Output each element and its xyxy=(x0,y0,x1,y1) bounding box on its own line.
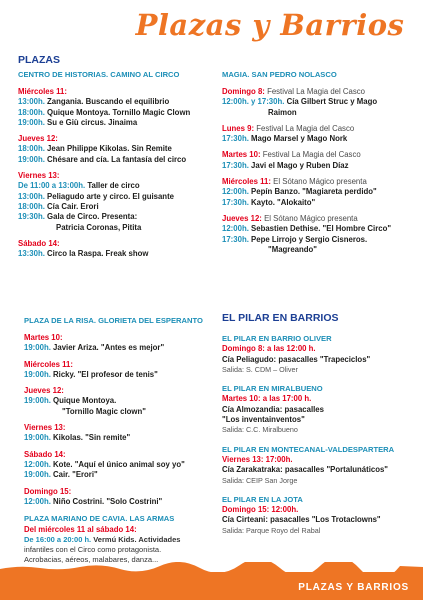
schedule-day xyxy=(222,124,417,145)
schedule-event xyxy=(18,202,218,212)
pilar-company: Cía Peliagudo: pasacalles "Trapeciclos" xyxy=(222,354,371,364)
schedule-day xyxy=(24,487,219,508)
event-description: "Tornillo Magic clown" xyxy=(62,406,146,416)
schedule-event xyxy=(222,108,417,118)
schedule-event xyxy=(18,144,218,154)
schedule-event xyxy=(24,460,219,470)
event-description: Raimon xyxy=(268,107,297,117)
event-time: 12:00h. xyxy=(24,459,51,469)
schedule-event xyxy=(222,161,417,171)
day-heading xyxy=(24,487,219,497)
event-time: 18:00h. xyxy=(18,144,45,154)
event-description: Cía Gilbert Struc y Mago xyxy=(286,97,378,107)
pilar-item xyxy=(222,445,417,486)
venue-title: PLAZA MARIANO DE CAVIA. LAS ARMAS xyxy=(24,514,175,523)
schedule-event xyxy=(18,108,218,118)
event-description: Quique Montoya. xyxy=(53,396,117,406)
page-title: Plazas y Barrios xyxy=(135,8,405,42)
schedule-event xyxy=(18,223,218,233)
pilar-neighborhood: EL PILAR EN MONTECANAL-VALDESPARTERA xyxy=(222,444,395,454)
day-label: Sábado 14: xyxy=(24,449,66,459)
event-description: Taller de circo xyxy=(87,181,140,191)
day-note: Festival La Magia del Casco xyxy=(256,123,355,133)
pilar-company: Cía Cirteani: pasacalles "Los Trotaclowns" xyxy=(222,515,381,525)
schedule-day xyxy=(222,87,417,118)
event-time: 19:00h. xyxy=(24,396,51,406)
day-heading xyxy=(18,171,218,181)
event-description: Zangania. Buscando el equilibrio xyxy=(47,97,170,107)
event-time: 19:30h. xyxy=(18,212,45,222)
event-time: 19:00h. xyxy=(24,343,51,353)
footer-bar xyxy=(0,572,423,600)
day-label: Jueves 12: xyxy=(18,134,58,144)
venue-title: PLAZA DE LA RISA. GLORIETA DEL ESPERANTO xyxy=(24,316,203,325)
day-label: Viernes 13: xyxy=(24,423,66,433)
event-description: Niño Costrini. "Solo Costrini" xyxy=(53,496,163,506)
event-description: Kayto. "Alokaito" xyxy=(251,197,316,207)
schedule-day xyxy=(24,360,219,381)
event-time: 19:00h. xyxy=(18,154,45,164)
schedule-event xyxy=(222,187,417,197)
day-note: Festival La Magia del Casco xyxy=(267,87,366,96)
event-description: Cía Cair. Erori xyxy=(47,201,99,211)
schedule-event xyxy=(18,97,218,107)
event-description: Quique Montoya. Tornillo Magic Clown xyxy=(47,107,191,117)
event-description: Pepe Lirrojo y Sergio Cisneros. xyxy=(251,234,368,244)
pilar-item xyxy=(222,495,417,536)
day-heading xyxy=(24,423,219,433)
day-heading xyxy=(222,177,417,187)
pilar-heading: EL PILAR EN BARRIOS xyxy=(222,312,339,324)
risa-section xyxy=(24,316,219,513)
day-heading xyxy=(222,87,417,97)
event-time: 19:00h. xyxy=(24,470,51,480)
event-time: 19:00h. xyxy=(24,369,51,379)
schedule-event xyxy=(24,497,219,507)
pilar-neighborhood: EL PILAR EN LA JOTA xyxy=(222,494,303,504)
pilar-neighborhood: EL PILAR EN MIRALBUENO xyxy=(222,384,323,394)
pilar-departure: Salida: CEIP San Jorge xyxy=(222,475,298,485)
day-label: Miércoles 11: xyxy=(24,359,73,369)
cavia-section xyxy=(24,514,219,565)
schedule-event xyxy=(18,181,218,191)
event-description: Sebastien Dethise. "El Hombre Circo" xyxy=(251,224,392,234)
pilar-date: Domingo 8: a las 12:00 h. xyxy=(222,344,316,354)
pilar-neighborhood: EL PILAR EN BARRIO OLIVER xyxy=(222,334,332,343)
schedule-event xyxy=(24,370,219,380)
day-note: Festival La Magia del Casco xyxy=(262,150,361,160)
event-description: Gala de Circo. Presenta: xyxy=(47,212,138,222)
event-description: Javi el Mago y Ruben Díaz xyxy=(251,160,349,170)
schedule-event xyxy=(222,235,417,245)
pilar-date: Domingo 15: 12:00h. xyxy=(222,505,299,515)
event-time: 18:00h. xyxy=(18,107,45,117)
day-heading xyxy=(222,124,417,134)
schedule-event xyxy=(24,433,219,443)
event-description: Patricia Coronas, Pitita xyxy=(56,222,142,232)
event-time: 13:30h. xyxy=(18,249,45,259)
event-time: 12:00h. xyxy=(24,496,51,506)
event-time: 17:30h. xyxy=(222,160,249,170)
event-time: 13:00h. xyxy=(18,97,45,107)
schedule-event xyxy=(24,396,219,406)
day-heading: Del miércoles 11 al sábado 14: xyxy=(24,525,137,534)
plazas-heading: PLAZAS xyxy=(18,54,60,66)
day-heading xyxy=(222,150,417,160)
pilar-item xyxy=(222,334,417,375)
day-heading xyxy=(24,386,219,396)
day-heading xyxy=(18,239,218,249)
event-description: Pepín Banzo. "Magiareta perdido" xyxy=(251,187,377,197)
day-heading xyxy=(18,87,218,97)
pilar-section xyxy=(222,334,417,545)
day-label: Viernes 13: xyxy=(18,171,60,181)
schedule-day xyxy=(24,423,219,444)
event-description: Chésare and cía. La fantasía del circo xyxy=(47,154,187,164)
footer-label: PLAZAS Y BARRIOS xyxy=(298,582,409,593)
pilar-company: Cía Almozandia: pasacalles xyxy=(222,404,324,414)
pilar-date: Martes 10: a las 17:00 h. xyxy=(222,394,312,404)
day-label: Miércoles 11: xyxy=(222,177,271,187)
day-heading xyxy=(24,333,219,343)
event-time: 13:00h. xyxy=(18,191,45,201)
day-label: Jueves 12: xyxy=(222,213,262,223)
event-time: De 11:00 a 13:00h. xyxy=(18,181,86,191)
event-description: Kikolas. "Sin remite" xyxy=(53,433,131,443)
schedule-event xyxy=(18,155,218,165)
schedule-event xyxy=(18,249,218,259)
event-time: 18:00h. xyxy=(18,201,45,211)
day-note: El Sótano Mágico presenta xyxy=(273,177,367,187)
schedule-event xyxy=(222,97,417,107)
event-description: Kote. "Aquí el único animal soy yo" xyxy=(53,459,185,469)
historias-section xyxy=(18,70,218,265)
event-time: 17:30h. xyxy=(222,197,249,207)
schedule-event xyxy=(222,245,417,255)
cavia-time: De 16:00 a 20:00 h. xyxy=(24,535,92,545)
event-time: 17:30h. xyxy=(222,134,249,144)
event-description: Su e Giù circus. Jinaima xyxy=(47,117,138,127)
cavia-description xyxy=(24,535,219,565)
event-time: 12:00h. xyxy=(222,224,249,234)
event-description: Cair. "Erori" xyxy=(53,470,98,480)
pilar-departure: Salida: S. CDM – Oliver xyxy=(222,364,298,374)
magia-section xyxy=(222,70,417,261)
cavia-line-3: Acrobacias, aéreos, malabares, danza... xyxy=(24,555,159,565)
event-description: Peliagudo arte y circo. El guisante xyxy=(47,191,175,201)
schedule-day xyxy=(24,333,219,354)
schedule-event xyxy=(18,212,218,222)
schedule-day xyxy=(222,214,417,255)
event-description: Circo la Raspa. Freak show xyxy=(47,249,149,259)
schedule-event xyxy=(18,192,218,202)
venue-title: MAGIA. SAN PEDRO NOLASCO xyxy=(222,70,337,79)
event-time: 12:00h. y 17:30h. xyxy=(222,97,285,107)
schedule-event xyxy=(24,343,219,353)
schedule-day xyxy=(222,177,417,208)
day-label: Domingo 8: xyxy=(222,87,265,96)
day-label: Jueves 12: xyxy=(24,386,64,396)
event-time: 17:30h. xyxy=(222,234,249,244)
event-time: 19:00h. xyxy=(18,117,45,127)
schedule-event xyxy=(24,407,219,417)
cavia-line-1: Vermú Kids. Actividades xyxy=(93,535,181,545)
event-time: 19:00h. xyxy=(24,433,51,443)
day-label: Martes 10: xyxy=(222,150,261,160)
day-label: Sábado 14: xyxy=(18,238,60,248)
schedule-day xyxy=(18,87,218,128)
event-time: 12:00h. xyxy=(222,187,249,197)
schedule-day xyxy=(222,150,417,171)
schedule-event xyxy=(18,118,218,128)
pilar-date: Viernes 13: 17:00h. xyxy=(222,454,293,464)
venue-title: CENTRO DE HISTORIAS. CAMINO AL CIRCO xyxy=(18,70,180,79)
event-description: "Magreando" xyxy=(268,244,317,254)
schedule-day xyxy=(18,134,218,165)
pilar-company: Cía Zarakatraka: pasacalles "Portalunáticos" xyxy=(222,465,389,475)
day-label: Martes 10: xyxy=(24,333,63,342)
day-heading xyxy=(24,360,219,370)
pilar-departure: Salida: Parque Royo del Rabal xyxy=(222,525,321,535)
schedule-day xyxy=(24,450,219,481)
day-heading xyxy=(18,134,218,144)
schedule-event xyxy=(222,134,417,144)
schedule-event xyxy=(222,224,417,234)
day-label: Domingo 15: xyxy=(24,486,72,496)
day-heading xyxy=(222,214,417,224)
pilar-item xyxy=(222,384,417,435)
event-description: Jean Philippe Kikolas. Sin Remite xyxy=(47,144,172,154)
cavia-line-2: infantiles con el Circo como protagonista. xyxy=(24,545,162,555)
day-label: Lunes 9: xyxy=(222,123,255,133)
schedule-event xyxy=(222,198,417,208)
event-description: Javier Ariza. "Antes es mejor" xyxy=(53,343,165,353)
schedule-day xyxy=(18,239,218,260)
day-note: El Sótano Mágico presenta xyxy=(264,213,358,223)
schedule-day xyxy=(18,171,218,233)
schedule-event xyxy=(24,470,219,480)
pilar-company: "Los inventainventos" xyxy=(222,415,305,425)
event-description: Ricky. "El profesor de tenis" xyxy=(53,369,158,379)
schedule-day xyxy=(24,386,219,417)
event-description: Mago Marsel y Mago Nork xyxy=(251,134,348,144)
day-label: Miércoles 11: xyxy=(18,87,67,96)
day-heading xyxy=(24,450,219,460)
pilar-departure: Salida: C.C. Miralbueno xyxy=(222,425,298,435)
